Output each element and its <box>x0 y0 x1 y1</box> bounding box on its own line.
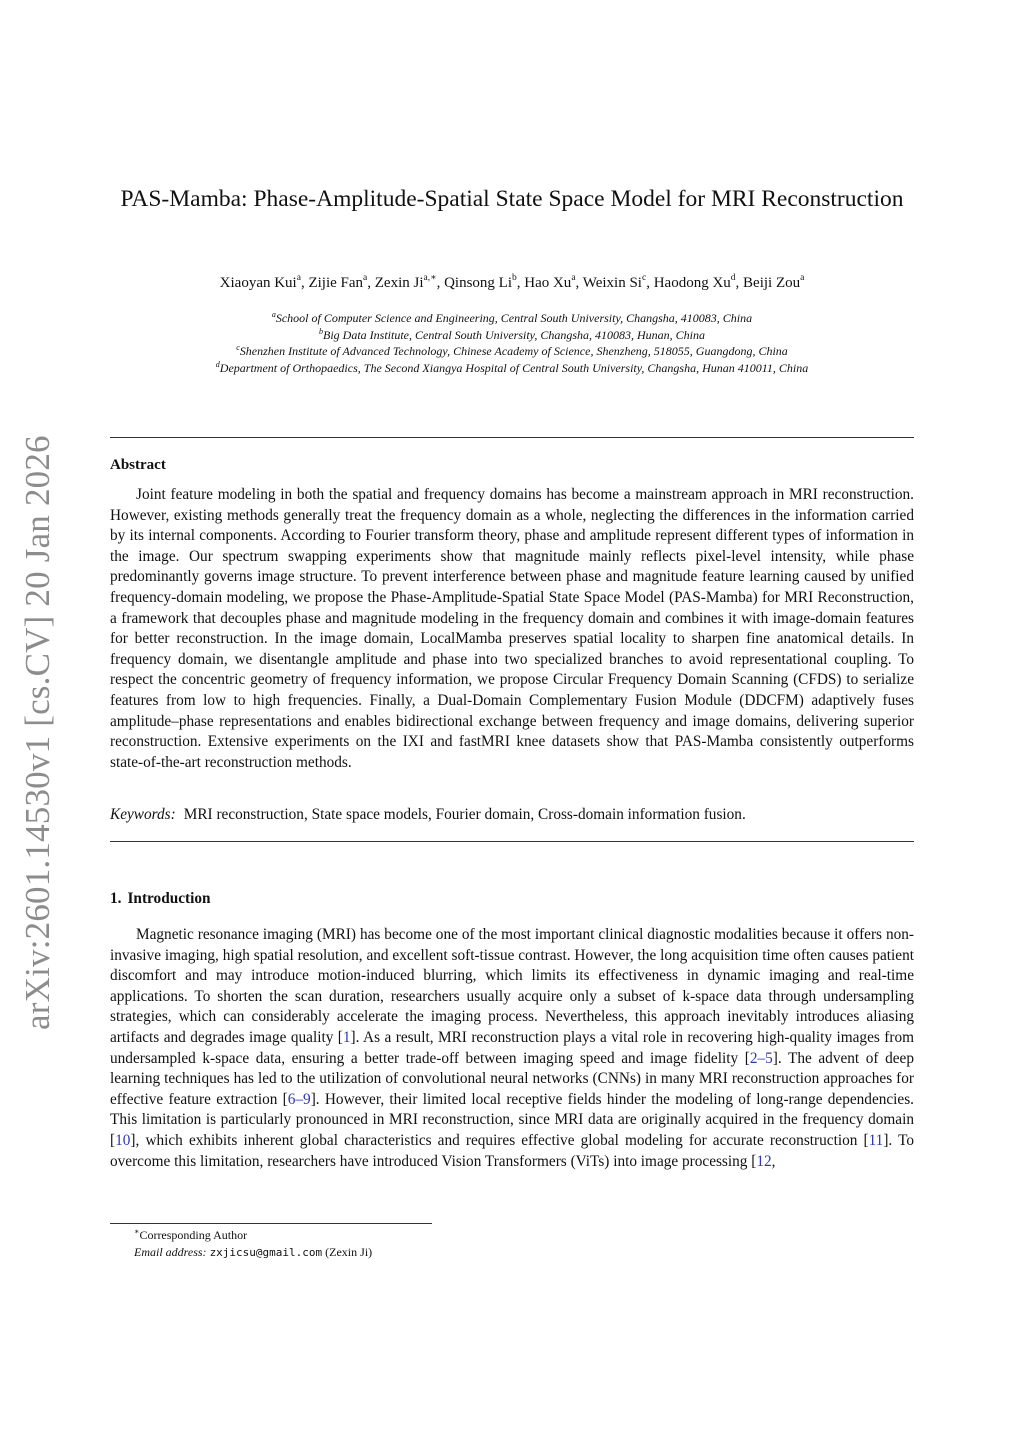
citation-link[interactable]: 1 <box>342 1028 351 1046</box>
email-note: Email address: zxjicsu@gmail.com (Zexin Ji) <box>134 1245 373 1259</box>
affiliation: $^d$Department of Orthopaedics, The Second Xiangya Hospital of Central South University, Changsha, Hunan 410011, China <box>215 359 809 375</box>
email-address[interactable]: zxjicsu@gmail.com <box>209 1246 323 1259</box>
author: Beiji Zou$^a$ <box>743 273 805 291</box>
paper-title: PAS-Mamba: Phase-Amplitude-Spatial State Space Model for MRI Reconstruction <box>120 186 904 212</box>
section-title: Introduction <box>127 890 211 907</box>
footnote <box>134 1227 372 1261</box>
affiliation: $^b$Big Data Institute, Central South University, Changsha, 410083, Hunan, China <box>319 326 705 342</box>
section-heading-introduction <box>110 889 211 909</box>
section-number: 1. <box>110 890 122 907</box>
affiliation-list <box>110 310 914 376</box>
affiliation: $^a$School of Computer Science and Engineering, Central South University, Changsha, 410083, China <box>271 310 753 325</box>
citation-link[interactable]: 11 <box>868 1131 884 1149</box>
keywords-text: MRI reconstruction, State space models, Fourier domain, Cross-domain information fusion. <box>183 806 746 823</box>
author: Weixin Si$^c$ <box>582 273 647 291</box>
author: Zexin $Ji^{a,∗}$ <box>374 273 437 291</box>
abstract-heading: Abstract <box>110 457 166 473</box>
citation-link[interactable]: 2–5 <box>749 1049 773 1067</box>
abstract-body: Joint feature modeling in both the spatial and frequency domains has become a mainstream approach in MRI reconstruction. However, existing methods generally treat the frequency domain as a whole, neglecting the differences in the information carried by its internal components. According to Fourier transform theory, phase and amplitude represent different types of information in the image. Our spectrum swapping experiments show that magnitude mainly reflects pixel-level intensity, while phase predominantly governs image structure. To prevent interference between phase and magnitude feature learning caused by unified frequency-domain modeling, we propose the Phase-Amplitude-Spatial State Space Model (PAS-Mamba) for MRI Reconstruction, a framework that decouples phase and magnitude modeling in the frequency domain and combines it with image-domain features for better reconstruction. In the image domain, LocalMamba preserves spatial locality to sharpen fine anatomical details. In frequency domain, we disentangle amplitude and phase into two specialized branches to avoid representational coupling. To respect the concentric geometry of frequency information, we propose Circular Frequency Domain Scanning (CFDS) to serialize features from low to high frequencies. Finally, a Dual-Domain Complementary Fusion Module (DDCFM) adaptively fuses amplitude–phase representations and enables bidirectional exchange between frequency and image domains, delivering superior reconstruction. Extensive experiments on the IXI and fastMRI knee datasets show that PAS-Mamba consistently outperforms state-of-the-art reconstruction methods. <box>110 486 914 771</box>
citation-link[interactable]: 6–9 <box>287 1090 311 1108</box>
author: Haodong Xu$^d$ <box>653 273 736 291</box>
abstract-top-rule <box>110 437 914 438</box>
author: Xiaoyan Kui$^a$ <box>219 273 301 291</box>
keywords-line <box>110 805 914 826</box>
abstract-bottom-rule <box>110 841 914 842</box>
author: Zijie Fan$^a$ <box>308 273 368 291</box>
affiliation: $^c$Shenzhen Institute of Advanced Technology, Chinese Academy of Science, Shenzheng, 518055, Guangdong, China <box>236 343 788 358</box>
footnote-rule <box>110 1223 432 1224</box>
arxiv-identifier-stamp: arXiv:2601.14530v1 [cs.CV] 20 Jan 2026 <box>18 435 57 1030</box>
author: Qinsong Li$^b$ <box>444 273 517 291</box>
citation-link[interactable]: 10 <box>115 1131 131 1149</box>
corresponding-author-note: ∗Corresponding Author <box>134 1227 248 1242</box>
introduction-paragraph: Magnetic resonance imaging (MRI) has become one of the most important clinical diagnostic modalities because it offers non-invasive imaging, high spatial resolution, and excellent soft-tissue contrast. However, the long acquisition time often causes patient discomfort and may introduce motion-induced blurring, which limits its effectiveness in dynamic imaging and real-time applications. To shorten the scan duration, researchers usually acquire only a subset of k-space data through undersampling strategies, which can considerably accelerate the imaging process. Nevertheless, this approach inevitably introduces aliasing artifacts and degrades image quality [1]. As a result, MRI reconstruction plays a vital role in recovering high-quality images from undersampled k-space data, ensuring a better trade-off between imaging speed and image fidelity [2–5]. The advent of deep learning techniques has led to the utilization of convolutional neural networks (CNNs) in many MRI reconstruction approaches for effective feature extraction [6–9]. However, their limited local receptive fields hinder the modeling of long-range dependencies. This limitation is particularly pronounced in MRI reconstruction, since MRI data are originally acquired in the frequency domain [10], which exhibits inherent global characteristics and requires effective global modeling for accurate reconstruction [11]. To overcome this limitation, researchers have introduced Vision Transformers (ViTs) into image processing [12, <box>110 926 914 1170</box>
citation-link[interactable]: 12 <box>756 1152 772 1170</box>
keywords-label: Keywords: <box>110 806 176 823</box>
author-list: Xiaoyan Kui$^a$, Zijie Fan$^a$, Zexin $Ji^{a,∗}$, Qinsong Li$^b$, Hao Xu$^a$, Weixin Si$^c$, Haodong Xu$^d$, Beiji Zou$^a$ <box>219 273 805 291</box>
author: Hao Xu$^a$ <box>524 273 576 291</box>
